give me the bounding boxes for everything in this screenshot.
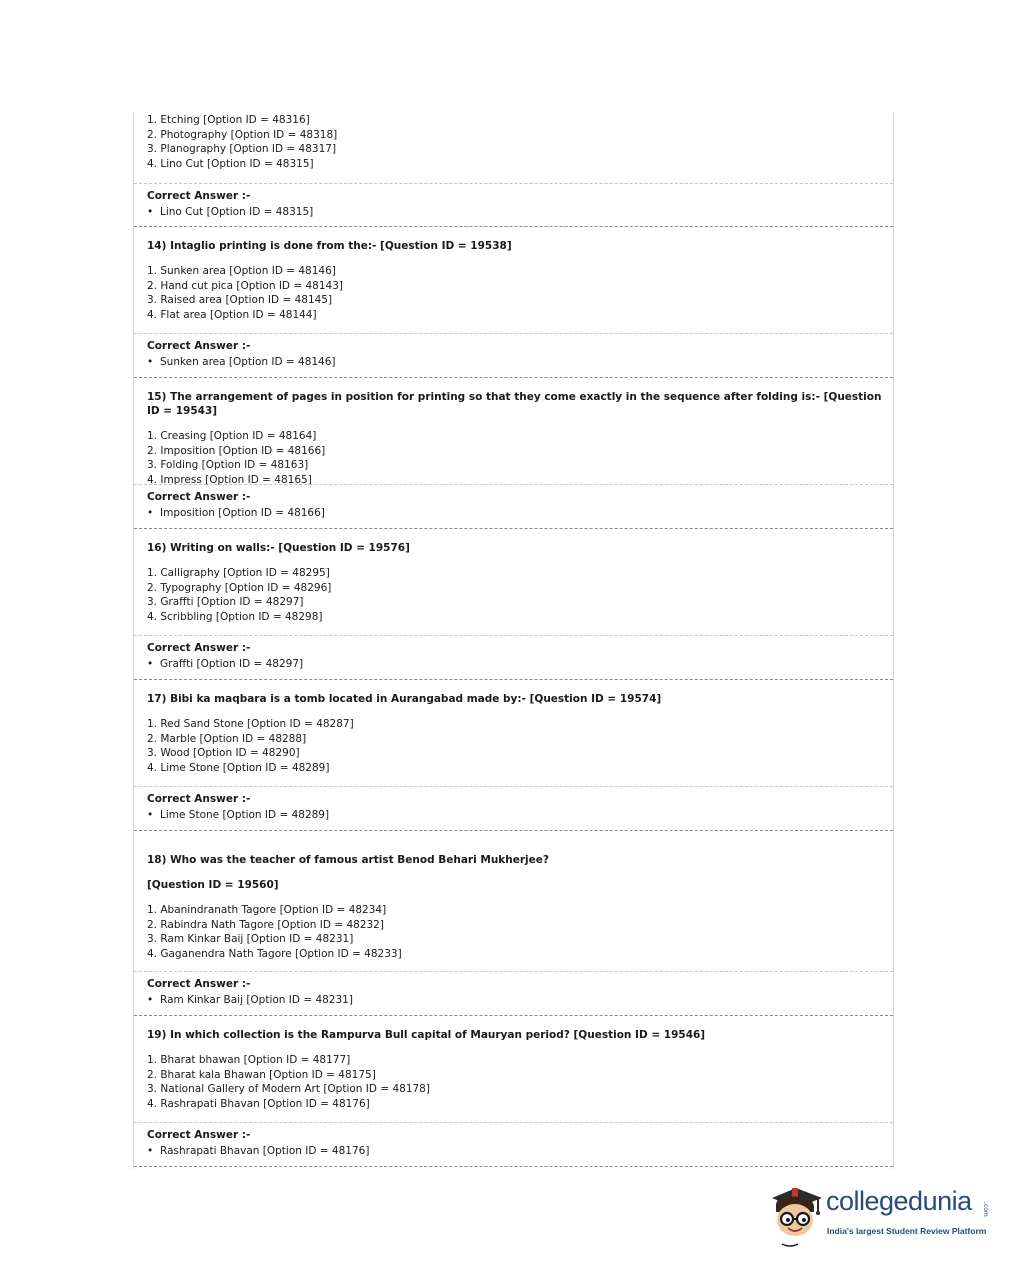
answer-block bbox=[134, 333, 893, 377]
question-id: [Question ID = 19560] bbox=[147, 879, 279, 891]
answer-heading: Correct Answer :- bbox=[147, 642, 251, 654]
answer-block bbox=[134, 1122, 893, 1166]
option-1: 1. Abanindranath Tagore [Option ID = 48234] bbox=[147, 904, 387, 916]
answer-heading: Correct Answer :- bbox=[147, 978, 251, 990]
mascot-icon bbox=[768, 1182, 826, 1250]
option-3: 3. National Gallery of Modern Art [Option ID = 48178] bbox=[147, 1083, 430, 1096]
question-title: 18) Who was the teacher of famous artist Benod Behari Mukherjee? bbox=[147, 854, 549, 866]
option-3: 3. Graffti [Option ID = 48297] bbox=[147, 596, 304, 609]
option-2: 2. Hand cut pica [Option ID = 48143] bbox=[147, 279, 343, 292]
option-1: 1. Creasing [Option ID = 48164] bbox=[147, 430, 317, 442]
question-16 bbox=[134, 528, 893, 635]
brand-name: collegedunia bbox=[826, 1186, 972, 1216]
option-1: 1. Calligraphy [Option ID = 48295] bbox=[147, 567, 330, 579]
option-2: 2. Typography [Option ID = 48296] bbox=[147, 581, 332, 594]
option-3: 3. Wood [Option ID = 48290] bbox=[147, 747, 300, 760]
answer-value: • Imposition [Option ID = 48166] bbox=[147, 506, 893, 520]
option-list bbox=[147, 429, 893, 487]
question-title: 17) Bibi ka maqbara is a tomb located in Aurangabad made by:- [Question ID = 19574] bbox=[147, 693, 662, 705]
collegedunia-logo bbox=[768, 1182, 998, 1250]
option-4: 4. Gaganendra Nath Tagore [Option ID = 48233] bbox=[147, 947, 402, 960]
option-2: 2. Photography [Option ID = 48318] bbox=[147, 128, 338, 141]
option-list bbox=[147, 717, 893, 775]
answer-block bbox=[134, 786, 893, 830]
answer-value: • Ram Kinkar Baij [Option ID = 48231] bbox=[147, 993, 893, 1007]
answer-heading: Correct Answer :- bbox=[147, 491, 251, 503]
question-13-tail bbox=[134, 113, 893, 171]
answer-value: • Rashrapati Bhavan [Option ID = 48176] bbox=[147, 1144, 893, 1158]
question-18 bbox=[134, 830, 893, 971]
option-2: 2. Rabindra Nath Tagore [Option ID = 48232] bbox=[147, 918, 384, 931]
option-list bbox=[147, 264, 893, 322]
option-3: 3. Folding [Option ID = 48163] bbox=[147, 459, 309, 472]
answer-heading: Correct Answer :- bbox=[147, 190, 251, 202]
answer-value: • Lino Cut [Option ID = 48315] bbox=[147, 205, 893, 219]
option-1: 1. Sunken area [Option ID = 48146] bbox=[147, 265, 336, 277]
answer-value: • Graffti [Option ID = 48297] bbox=[147, 657, 893, 671]
option-2: 2. Bharat kala Bhawan [Option ID = 48175] bbox=[147, 1068, 376, 1081]
question-19 bbox=[134, 1015, 893, 1122]
answer-value: • Sunken area [Option ID = 48146] bbox=[147, 355, 893, 369]
question-title: 16) Writing on walls:- [Question ID = 19576] bbox=[147, 542, 410, 554]
question-title: 19) In which collection is the Rampurva Bull capital of Mauryan period? [Question ID = 19546] bbox=[147, 1029, 706, 1041]
answer-block bbox=[134, 971, 893, 1015]
answer-block bbox=[134, 183, 893, 226]
answer-heading: Correct Answer :- bbox=[147, 793, 251, 805]
answer-block bbox=[134, 484, 893, 528]
option-4: 4. Rashrapati Bhavan [Option ID = 48176] bbox=[147, 1097, 370, 1110]
answer-heading: Correct Answer :- bbox=[147, 340, 251, 352]
brand-domain: .com bbox=[982, 1202, 989, 1217]
option-2: 2. Marble [Option ID = 48288] bbox=[147, 732, 307, 745]
option-3: 3. Planography [Option ID = 48317] bbox=[147, 143, 337, 156]
question-15 bbox=[134, 377, 893, 484]
option-4: 4. Lime Stone [Option ID = 48289] bbox=[147, 761, 330, 774]
question-17 bbox=[134, 679, 893, 786]
answer-heading: Correct Answer :- bbox=[147, 1129, 251, 1141]
brand-tagline: India's largest Student Review Platform bbox=[827, 1226, 987, 1236]
option-4: 4. Impress [Option ID = 48165] bbox=[147, 473, 312, 486]
question-sheet bbox=[133, 113, 894, 1169]
option-4: 4. Flat area [Option ID = 48144] bbox=[147, 308, 317, 321]
answer-value: • Lime Stone [Option ID = 48289] bbox=[147, 808, 893, 822]
option-2: 2. Imposition [Option ID = 48166] bbox=[147, 444, 326, 457]
section-divider bbox=[134, 1166, 893, 1167]
option-list bbox=[147, 566, 893, 624]
question-title: 14) Intaglio printing is done from the:- [Question ID = 19538] bbox=[147, 240, 512, 252]
option-3: 3. Raised area [Option ID = 48145] bbox=[147, 294, 333, 307]
option-3: 3. Ram Kinkar Baij [Option ID = 48231] bbox=[147, 933, 354, 946]
option-1: 1. Bharat bhawan [Option ID = 48177] bbox=[147, 1054, 351, 1066]
question-14 bbox=[134, 226, 893, 333]
option-list bbox=[147, 903, 893, 961]
option-4: 4. Scribbling [Option ID = 48298] bbox=[147, 610, 323, 623]
option-1: 1. Red Sand Stone [Option ID = 48287] bbox=[147, 718, 354, 730]
option-1: 1. Etching [Option ID = 48316] bbox=[147, 114, 310, 126]
answer-block bbox=[134, 635, 893, 679]
option-4: 4. Lino Cut [Option ID = 48315] bbox=[147, 157, 314, 170]
option-list bbox=[147, 1053, 893, 1111]
question-title: 15) The arrangement of pages in position for printing so that they come exactly in the sequence after folding is:- [Question ID = 19543] bbox=[147, 391, 882, 417]
option-list bbox=[134, 113, 893, 171]
